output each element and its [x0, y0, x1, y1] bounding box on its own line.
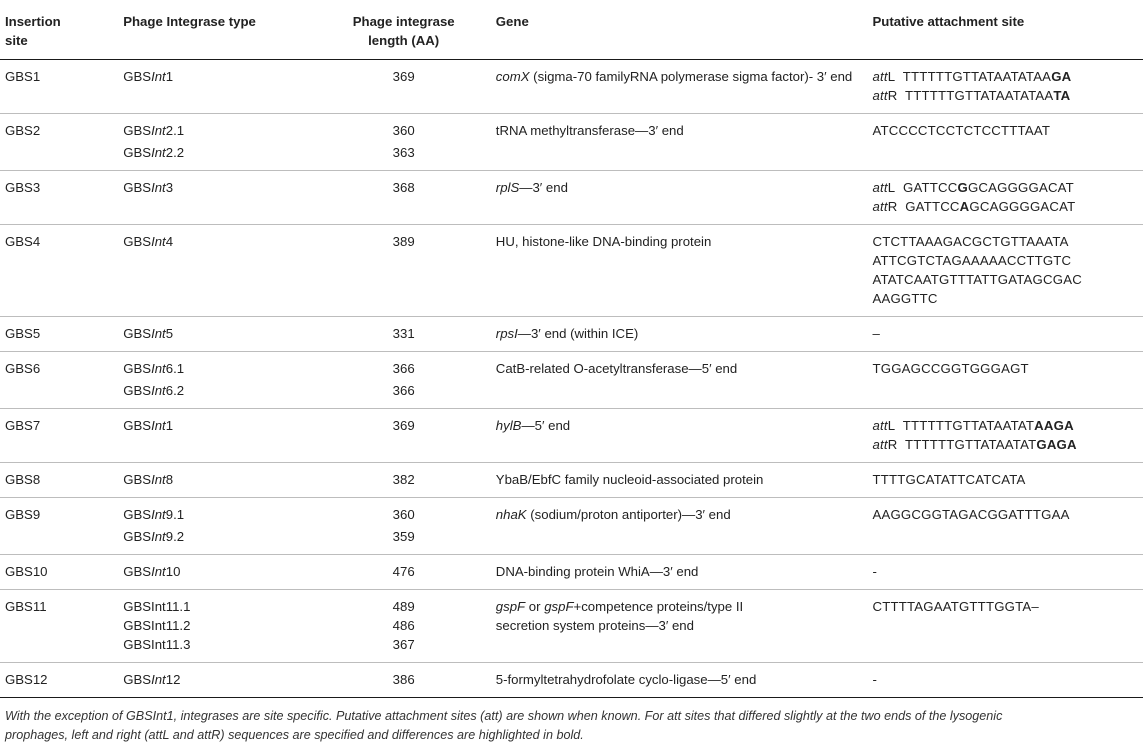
- attachment-site: AAGGCGGTAGACGGATTTGAA: [872, 507, 1070, 522]
- integrase-type: GBSInt2.2: [123, 145, 185, 160]
- header-integrase-length: Phage integrase length (AA): [352, 14, 455, 48]
- attachment-site: CTTTTAGAATGTTTGGTA–: [872, 599, 1039, 614]
- table-row: [0, 378, 1143, 409]
- header-attachment-site: Putative attachment site: [872, 14, 1025, 29]
- table-row: [0, 171, 1143, 225]
- table-header-row: [0, 0, 1143, 60]
- gene: HU, histone-like DNA-binding protein: [495, 234, 712, 249]
- insertion-site: GBS1: [5, 69, 41, 84]
- insertion-site: GBS2: [5, 123, 41, 138]
- gene: rpsI—3′ end (within ICE): [495, 326, 639, 341]
- header-insertion-site: Insertion site: [5, 14, 61, 48]
- table-row: [0, 352, 1143, 379]
- integrase-type: GBSInt4: [123, 234, 174, 249]
- gene: hylB—5′ end: [495, 418, 571, 433]
- insertion-site: GBS3: [5, 180, 41, 195]
- gene: gspF or gspF+competence proteins/type II secretion system proteins—3′ end: [495, 599, 744, 633]
- table-caption: With the exception of GBSInt1, integrases are site specific. Putative attachment sites (att) are shown when known. For att sites that differed slightly at the two ends of the lysogenic prophages, left and right (attL and attR) sequences are specified and differences are highlighted in bold.: [5, 709, 1003, 742]
- attachment-site: CTCTTAAAGACGCTGTTAAATA ATTCGTCTAGAAAAACCTTGTC ATATCAATGTTTATTGATAGCGAC AAGGTTC: [872, 234, 1082, 306]
- attachment-site: TGGAGCCGGTGGGAGT: [872, 361, 1029, 376]
- gene: YbaB/EbfC family nucleoid-associated protein: [495, 472, 764, 487]
- integrase-length: 489 486 367: [392, 599, 415, 652]
- integrase-length: 368: [392, 180, 415, 195]
- insertion-site: GBS9: [5, 507, 41, 522]
- integrase-length: 360: [392, 507, 415, 522]
- integrase-length: 359: [392, 529, 415, 544]
- table-row: [0, 140, 1143, 171]
- attachment-site: –: [872, 326, 880, 341]
- table-row: [0, 463, 1143, 498]
- integrase-length: 363: [392, 145, 415, 160]
- gene: comX (sigma-70 familyRNA polymerase sigma factor)- 3′ end: [495, 69, 853, 84]
- integrase-length: 382: [392, 472, 415, 487]
- insertion-site: GBS11: [5, 599, 47, 614]
- table-row: [0, 663, 1143, 698]
- integrase-type: GBSInt1: [123, 69, 174, 84]
- insertion-site: GBS7: [5, 418, 41, 433]
- table-row: [0, 498, 1143, 525]
- attachment-site: -: [872, 564, 877, 579]
- attachment-site: ATCCCCTCCTCTCCTTTAAT: [872, 123, 1051, 138]
- insertion-site: GBS6: [5, 361, 41, 376]
- header-gene: Gene: [495, 14, 529, 29]
- gene: 5-formyltetrahydrofolate cyclo-ligase—5′ end: [495, 672, 757, 687]
- integrase-type: GBSInt12: [123, 672, 181, 687]
- integrase-type: GBSInt6.1: [123, 361, 185, 376]
- integrase-length: 386: [392, 672, 415, 687]
- integrase-length: 476: [392, 564, 415, 579]
- table-row: [0, 225, 1143, 317]
- insertion-site: GBS4: [5, 234, 41, 249]
- table-row: [0, 317, 1143, 352]
- table-row: [0, 590, 1143, 663]
- integrase-type: GBSInt10: [123, 564, 181, 579]
- gene: DNA-binding protein WhiA—3′ end: [495, 564, 699, 579]
- integrase-length: 360: [392, 123, 415, 138]
- integrase-length: 369: [392, 418, 415, 433]
- table-row: [0, 555, 1143, 590]
- integrase-type: GBSInt6.2: [123, 383, 185, 398]
- gene: CatB-related O-acetyltransferase—5′ end: [495, 361, 738, 376]
- integrase-type: GBSInt3: [123, 180, 174, 195]
- table-row: [0, 60, 1143, 114]
- table-row: [0, 114, 1143, 141]
- insertion-site: GBS10: [5, 564, 48, 579]
- gene: nhaK (sodium/proton antiporter)—3′ end: [495, 507, 731, 522]
- integrase-type: GBSInt1: [123, 418, 174, 433]
- attachment-site: attL TTTTTTGTTATAATATAAGA attR TTTTTTGTTATAATATAATA: [872, 69, 1072, 103]
- attachment-site: attL TTTTTTGTTATAATATAAGA attR TTTTTTGTTATAATATGAGA: [872, 418, 1077, 452]
- insertion-site: GBS5: [5, 326, 41, 341]
- integrase-length: 331: [392, 326, 415, 341]
- attachment-site: attL GATTCCGGCAGGGGACAT attR GATTCCAGCAGGGGACAT: [872, 180, 1076, 214]
- integrase-type: GBSInt11.1 GBSInt11.2 GBSInt11.3: [123, 599, 191, 652]
- integrase-length: 369: [392, 69, 415, 84]
- gene: rplS—3′ end: [495, 180, 568, 195]
- gene: tRNA methyltransferase—3′ end: [495, 123, 684, 138]
- integrase-type: GBSInt9.1: [123, 507, 185, 522]
- integrase-length: 366: [392, 383, 415, 398]
- integrase-length: 389: [392, 234, 415, 249]
- integrase-type: GBSInt9.2: [123, 529, 185, 544]
- table-row: [0, 409, 1143, 463]
- insertion-site: GBS12: [5, 672, 48, 687]
- header-integrase-type: Phage Integrase type: [123, 14, 256, 29]
- integrase-type: GBSInt8: [123, 472, 174, 487]
- integrase-type: GBSInt2.1: [123, 123, 185, 138]
- table-row: [0, 524, 1143, 555]
- insertion-site: GBS8: [5, 472, 41, 487]
- attachment-site: -: [872, 672, 877, 687]
- integrase-type: GBSInt5: [123, 326, 174, 341]
- integrase-length: 366: [392, 361, 415, 376]
- attachment-site: TTTTGCATATTCATCATA: [872, 472, 1026, 487]
